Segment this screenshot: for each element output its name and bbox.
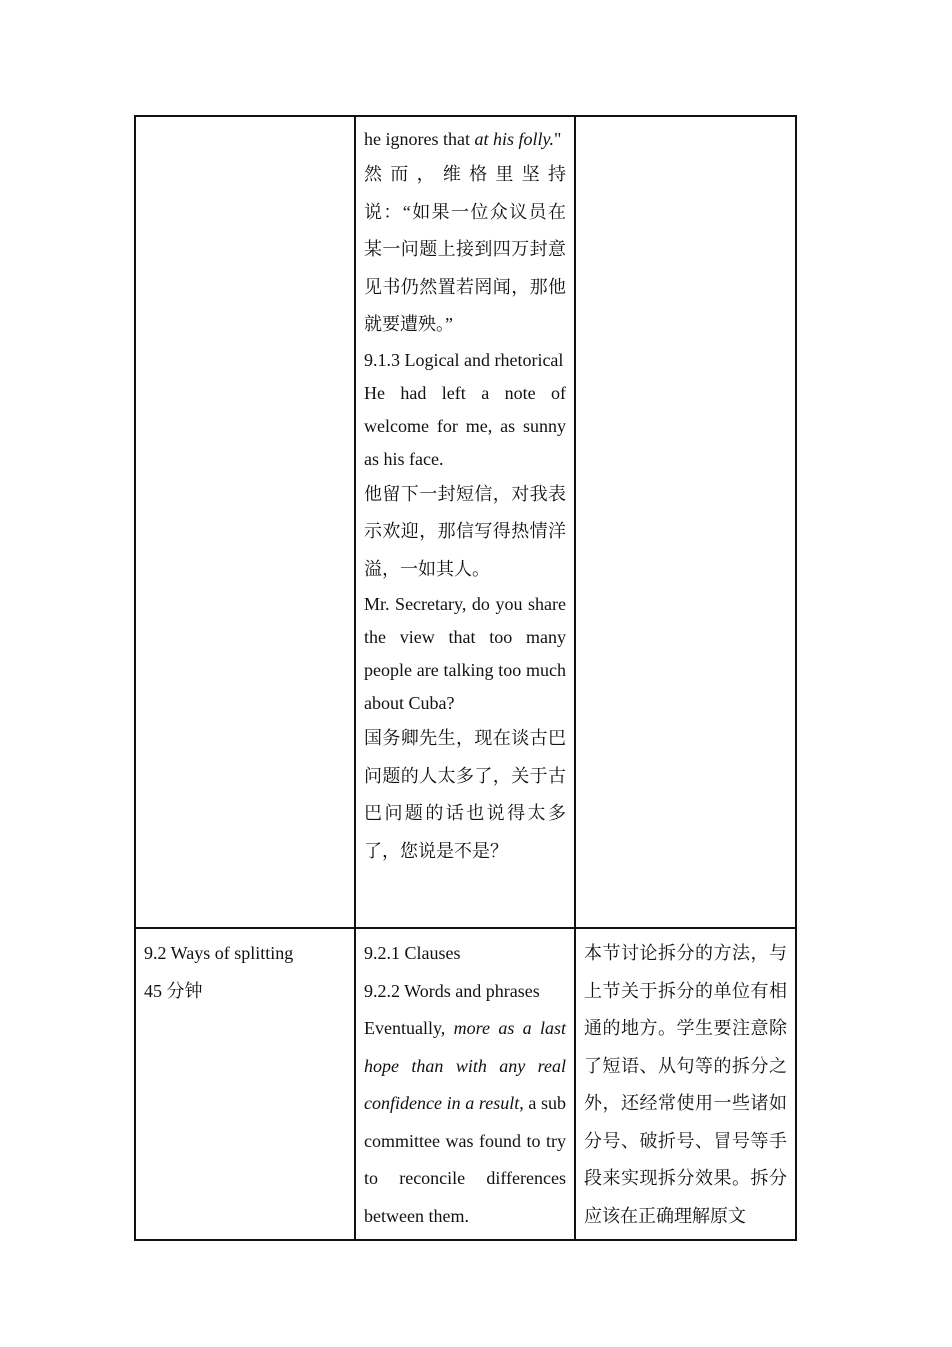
italic-text: more as a last hope than with any real confidence in a result (364, 1018, 567, 1113)
section-title: 9.2 Ways of splitting (144, 943, 294, 963)
row2-col1-cell (135, 928, 355, 1240)
row1-col1-cell (135, 116, 355, 928)
italic-text: at his folly. (474, 129, 554, 149)
english-example: Mr. Secretary, do you share the view that too many people are talking too much about Cuba? (364, 594, 566, 713)
english-text (364, 123, 566, 156)
row2-col3-cell (575, 928, 796, 1240)
section-heading-9-2-1: 9.2.1 Clauses (364, 943, 461, 963)
english-example (364, 1010, 566, 1235)
table-row (135, 928, 796, 1240)
teaching-notes: 本节讨论拆分的方法，与上节关于拆分的单位有相通的地方。学生要注意除了短语、从句等的拆分之外，还经常使用一些诸如分号、破折号、冒号等手段来实现拆分效果。拆分应该在正确理解原文 (584, 943, 787, 1226)
text-span: " (554, 129, 562, 149)
text-span: , a sub committee was found to try to reconcile differences between them. (364, 1093, 566, 1226)
table-row (135, 116, 796, 928)
row1-col3-cell (575, 116, 796, 928)
text-span: Eventually, (364, 1018, 454, 1038)
row2-col2-cell (355, 928, 575, 1240)
row1-col2-cell (355, 116, 575, 928)
chinese-translation: 他留下一封短信，对我表示欢迎，那信写得热情洋溢，一如其人。 (364, 483, 566, 579)
english-example: He had left a note of welcome for me, as sunny as his face. (364, 382, 566, 469)
text-span: he ignores that (364, 129, 475, 149)
section-heading-9-2-2: 9.2.2 Words and phrases (364, 980, 540, 1001)
chinese-translation: 然而，维格里坚持说：“如果一位众议员在某一问题上接到四万封意见书仍然置若罔闻，那他就要遭殃。” (364, 164, 566, 334)
duration-label: 45 分钟 (144, 980, 203, 1001)
lesson-table (134, 115, 797, 1241)
chinese-translation: 国务卿先生，现在谈古巴问题的人太多了，关于古巴问题的话也说得太多了，您说是不是？ (364, 728, 566, 861)
section-heading-9-1-3: 9.1.3 Logical and rhetorical (364, 349, 564, 370)
